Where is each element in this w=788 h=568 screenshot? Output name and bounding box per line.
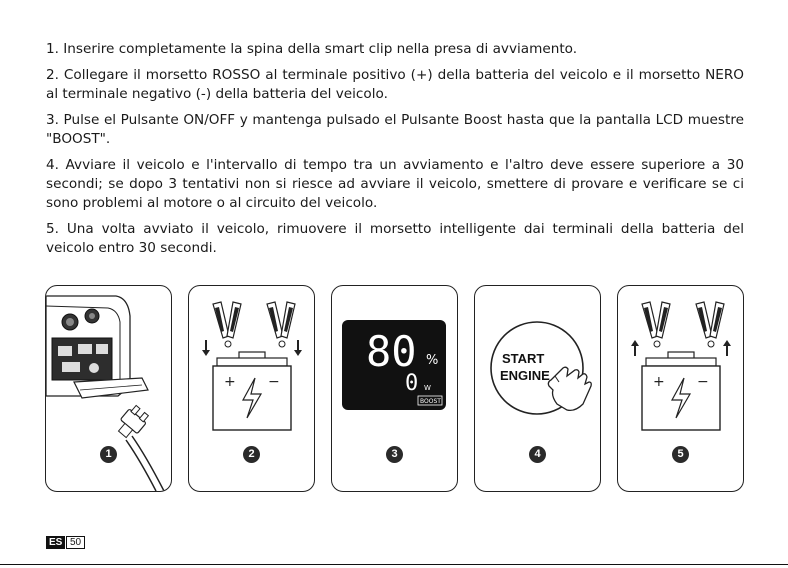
language-label: ES: [46, 536, 65, 549]
lcd-watt-unit: W: [424, 384, 431, 392]
start-button-label-line1: START: [502, 351, 545, 366]
battery-minus-sign: −: [268, 374, 280, 390]
panel-2-connect-clamps: [188, 285, 315, 492]
step-4-text: 4. Avviare il veicolo e l'intervallo di tempo tra un avviamento e l'altro deve essere superiore a 30 secondi; se dopo 3 tentativi non si riesce ad avviare il veicolo, smettere di provare e verificare se ci sono problemi al motore o al circuito del veicolo.: [46, 157, 744, 211]
panel-1-insert-clip: [45, 285, 172, 492]
step-3-badge: 3: [386, 446, 403, 463]
panel-3-lcd-display: [331, 285, 458, 492]
start-button-label-line2: ENGINE: [500, 368, 550, 383]
step-2-text: 2. Collegare il morsetto ROSSO al terminale positivo (+) della batteria del veicolo e il morsetto NERO al terminale negativo (-) della batteria del veicolo.: [46, 67, 744, 102]
step-5-badge: 5: [672, 446, 689, 463]
step-1-badge: 1: [100, 446, 117, 463]
step-3-text: 3. Pulse el Pulsante ON/OFF y mantenga pulsado el Pulsante Boost hasta que la pantalla LCD muestre "BOOST".: [46, 112, 744, 147]
lcd-watt-value: 0: [405, 371, 419, 396]
panel-4-start-engine: [474, 285, 601, 492]
panel-5-remove-clamps: [617, 285, 744, 492]
instruction-list: [46, 40, 744, 265]
step-5-text: 5. Una volta avviato il veicolo, rimuovere il morsetto intelligente dai terminali della batteria del veicolo entro 30 secondi.: [46, 221, 744, 256]
page-number: 50: [66, 536, 85, 549]
step-4-badge: 4: [529, 446, 546, 463]
step-1-text: 1. Inserire completamente la spina della smart clip nella presa di avviamento.: [46, 41, 578, 57]
battery-minus-sign: −: [697, 374, 709, 390]
lcd-percent-value: 80: [366, 327, 417, 376]
battery-plus-sign: +: [653, 374, 665, 390]
battery-plus-sign: +: [224, 374, 236, 390]
lcd-boost-indicator: BOOST: [420, 398, 441, 405]
footer-divider: [0, 564, 788, 565]
lcd-percent-unit: %: [426, 353, 439, 368]
step-2-badge: 2: [243, 446, 260, 463]
